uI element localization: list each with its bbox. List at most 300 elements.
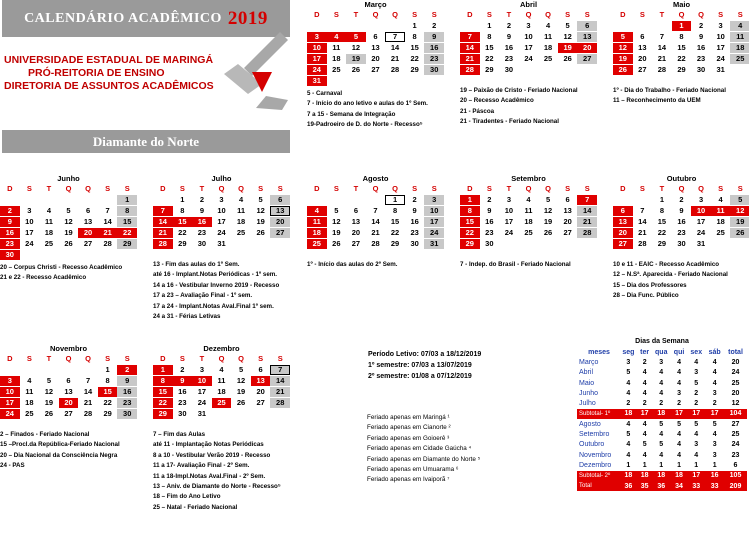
- day-cell: 15: [117, 217, 137, 227]
- weekday-table-value: 18: [619, 471, 638, 481]
- weekday-table-month: Junho: [579, 389, 599, 397]
- weekday-header: S: [277, 354, 283, 363]
- day-cell: 24: [696, 228, 706, 237]
- weekday-table-value: 18: [671, 471, 687, 481]
- day-cell: 29: [153, 409, 173, 419]
- month-notes: [460, 86, 597, 128]
- weekday-header: S: [258, 354, 264, 363]
- day-cell: 4: [238, 195, 244, 204]
- day-cell: 6: [577, 21, 597, 31]
- month-note: 11 a 18-Impl.Notas Aval.Final - 2º Sem.: [153, 472, 266, 480]
- day-cell: 10: [524, 32, 533, 41]
- day-cell: 26: [563, 54, 572, 63]
- day-cell: 11: [25, 387, 34, 396]
- weekday-table-header: ter: [640, 348, 650, 356]
- day-cell: 21: [577, 217, 597, 227]
- weekday-table-header: seg: [622, 348, 635, 356]
- day-cell: 11: [44, 217, 53, 226]
- month-notes: [153, 260, 290, 322]
- day-cell: 29: [677, 65, 686, 74]
- weekday-table-row: [577, 409, 747, 419]
- month-note: 25 – Natal - Feriado Nacional: [153, 503, 238, 511]
- month-note: 24 a 31 - Férias Letivas: [153, 313, 221, 321]
- day-cell: 26: [543, 228, 553, 237]
- weekday-table-month: Maio: [579, 379, 595, 387]
- day-cell: 23: [410, 228, 419, 237]
- weekday-table-value: 4: [677, 451, 681, 459]
- day-cell: 17: [0, 398, 20, 408]
- institution-dept: PRÓ-REITORIA DE ENSINO: [28, 67, 165, 79]
- weekday-table-value: 36: [652, 481, 671, 491]
- day-cell: 24: [197, 398, 207, 407]
- day-cell: 15: [657, 217, 667, 226]
- month-grid: [613, 10, 749, 75]
- day-cell: 19: [236, 387, 246, 396]
- day-cell: 12: [730, 206, 749, 216]
- weekday-table-value: 4: [642, 369, 647, 377]
- weekday-table-value: 3: [712, 389, 717, 397]
- day-cell: 4: [718, 195, 723, 204]
- day-cell: 30: [485, 239, 494, 248]
- weekday-table-value: 5: [677, 420, 681, 428]
- month-grid: [460, 10, 597, 75]
- day-cell: 10: [217, 206, 226, 215]
- weekday-table-month: Dezembro: [579, 461, 612, 469]
- weekday-table-value: 5: [626, 369, 631, 377]
- weekday-table-value: 4: [694, 358, 699, 366]
- weekday-table-value: 5: [712, 420, 717, 428]
- month-note: 1º - Dia do Trabalho - Feriado Nacional: [613, 87, 726, 94]
- empty-day-cell: [327, 195, 347, 205]
- day-cell: 27: [256, 398, 265, 407]
- day-cell: 10: [307, 43, 327, 53]
- empty-day-cell: [460, 21, 480, 31]
- day-cell: 22: [178, 228, 187, 237]
- day-cell: 18: [307, 228, 327, 238]
- day-cell: 9: [117, 376, 137, 386]
- weekday-table-value: 4: [677, 369, 681, 377]
- month-grid: [307, 184, 444, 249]
- day-cell: 21: [270, 387, 290, 397]
- month-grid: [0, 354, 137, 419]
- weekday-table-value: 18: [652, 409, 671, 419]
- day-cell: 26: [236, 398, 246, 407]
- day-cell: 16: [504, 43, 514, 52]
- weekday-table-month: Setembro: [579, 431, 610, 439]
- day-cell: 16: [410, 217, 419, 226]
- weekday-table-value: 23: [731, 451, 740, 459]
- month-name: Julho: [211, 174, 232, 183]
- day-cell: 13: [83, 217, 93, 226]
- day-cell: 13: [371, 43, 380, 52]
- day-cell: 1: [487, 21, 492, 30]
- weekday-header: Q: [218, 354, 225, 363]
- day-cell: 20: [270, 217, 290, 227]
- weekday-table-value: 4: [659, 389, 664, 397]
- day-cell: 25: [25, 409, 34, 418]
- weekday-header: S: [124, 354, 130, 363]
- weekday-header: S: [105, 354, 111, 363]
- day-cell: 14: [638, 217, 647, 226]
- day-cell: 11: [237, 206, 246, 215]
- day-cell: 23: [0, 239, 20, 249]
- day-cell: 13: [351, 217, 361, 226]
- local-holiday-item: Feriado apenas em Cidade Gaúcha ⁴: [367, 445, 472, 453]
- weekday-table-value: 2: [626, 400, 631, 408]
- weekday-table-value: 3: [659, 358, 664, 366]
- day-cell: 11: [332, 43, 341, 52]
- weekday-table-value: 2: [659, 400, 664, 408]
- day-cell: 20: [638, 54, 647, 63]
- weekday-table-month: Agosto: [579, 420, 601, 428]
- day-cell: 30: [424, 65, 444, 75]
- weekday-table-header-row: [577, 347, 747, 357]
- day-cell: 23: [178, 398, 187, 407]
- day-cell: 27: [83, 239, 93, 248]
- weekday-table-value: 3: [694, 441, 699, 449]
- weekday-table-value: 3: [694, 369, 699, 377]
- day-cell: 7: [640, 206, 645, 215]
- day-cell: 4: [526, 195, 531, 204]
- weekday-table-row: [577, 471, 747, 481]
- weekday-table-value: 4: [712, 369, 717, 377]
- day-cell: 26: [730, 228, 749, 238]
- weekday-table-value: 2: [694, 389, 699, 397]
- day-cell: 15: [460, 217, 480, 227]
- weekday-header: T: [506, 184, 512, 193]
- day-cell: 18: [44, 228, 54, 237]
- day-cell: 1: [412, 21, 417, 30]
- day-cell: 7: [153, 206, 173, 216]
- weekday-table-row: [577, 378, 747, 388]
- day-cell: 16: [677, 217, 686, 226]
- weekday-header: D: [620, 184, 626, 193]
- periodo-sem2: 2º semestre: 01/08 a 07/12/2019: [368, 373, 472, 380]
- calendar-year: 2019: [227, 7, 268, 29]
- weekday-table-row: [577, 419, 747, 429]
- empty-day-cell: [613, 195, 633, 205]
- month-note: 17 a 24 - Implant.Notas Aval.Final 1º sem.: [153, 302, 274, 310]
- weekday-table-value: 4: [642, 389, 647, 397]
- day-cell: 8: [153, 376, 173, 386]
- weekday-table-header: qua: [655, 348, 668, 356]
- empty-day-cell: [98, 195, 118, 205]
- day-cell: 13: [251, 376, 271, 386]
- day-cell: 25: [543, 54, 553, 63]
- weekday-table-value: 2: [677, 400, 681, 408]
- day-cell: 7: [85, 376, 91, 385]
- day-cell: 21: [657, 54, 667, 63]
- day-cell: 2: [412, 195, 417, 204]
- day-cell: 13: [64, 387, 73, 396]
- local-holiday-item: Feriado apenas em Cianorte ²: [367, 424, 451, 432]
- day-cell: 5: [46, 376, 51, 385]
- day-cell: 23: [197, 228, 207, 237]
- month-note: 13 – Aniv. de Diamante do Norte - Recesso⁵: [153, 483, 281, 491]
- day-cell: 15: [677, 43, 686, 52]
- weekday-count-table: [577, 337, 747, 491]
- weekday-table-row: [577, 450, 747, 460]
- day-cell: 8: [117, 206, 137, 216]
- weekday-table-value: 4: [659, 379, 664, 387]
- day-cell: 2: [199, 195, 204, 204]
- empty-day-cell: [307, 21, 327, 31]
- weekday-header: D: [160, 184, 166, 193]
- day-cell: 31: [307, 76, 327, 86]
- day-cell: 7: [460, 32, 480, 42]
- month-note: 5 - Carnaval: [307, 90, 343, 97]
- day-cell: 2: [506, 21, 511, 30]
- institution-directorate: DIRETORIA DE ASSUNTOS ACADÊMICOS: [4, 80, 214, 92]
- weekday-table-value: 24: [731, 441, 740, 449]
- day-cell: 19: [256, 217, 265, 226]
- month-note: 7 - Indep. do Brasil - Feriado Nacional: [460, 261, 571, 268]
- weekday-table-value: 17: [687, 471, 705, 481]
- local-holidays-list: [367, 413, 480, 486]
- day-cell: 12: [236, 376, 246, 385]
- day-cell: 29: [485, 65, 494, 74]
- weekday-table-row: [577, 368, 747, 378]
- weekday-header: S: [584, 184, 590, 193]
- weekday-table-row: [577, 440, 747, 450]
- month-grid: [460, 184, 597, 249]
- month-note: 20 – Dia Nacional da Consciência Negra: [0, 451, 118, 459]
- day-cell: 27: [351, 239, 361, 248]
- empty-day-cell: [307, 195, 327, 205]
- month-calendar: [153, 174, 290, 322]
- day-cell: 5: [346, 32, 366, 42]
- weekday-header: D: [467, 184, 473, 193]
- day-cell: 24: [307, 65, 327, 75]
- weekday-table-value: 34: [671, 481, 687, 491]
- day-cell: 1: [105, 365, 110, 374]
- day-cell: 30: [0, 250, 20, 260]
- day-cell: 11: [307, 217, 327, 227]
- month-note: 2 – Finados - Feriado Nacional: [0, 431, 90, 438]
- weekday-header: Q: [65, 354, 72, 363]
- weekday-header: T: [353, 10, 359, 19]
- weekday-table-value: 12: [731, 400, 740, 408]
- weekday-table-value: 4: [694, 431, 699, 439]
- day-cell: 16: [424, 43, 444, 53]
- day-cell: 8: [412, 32, 417, 41]
- day-cell: 23: [696, 54, 706, 63]
- day-cell: 3: [424, 195, 444, 205]
- empty-day-cell: [366, 21, 386, 31]
- day-cell: 2: [487, 195, 492, 204]
- month-calendar: [307, 174, 444, 270]
- weekday-header: Q: [65, 184, 72, 193]
- weekday-table-value: 4: [677, 431, 681, 439]
- day-cell: 24: [0, 409, 20, 419]
- weekday-header: D: [7, 354, 13, 363]
- weekday-table-value: 4: [659, 369, 664, 377]
- empty-day-cell: [327, 21, 347, 31]
- day-cell: 28: [270, 398, 290, 408]
- weekday-table-value: 1: [694, 461, 699, 469]
- weekday-table-value: 1: [659, 461, 664, 469]
- month-note: 7 a 15 - Semana de Integração: [307, 110, 396, 118]
- month-calendar: [613, 174, 749, 302]
- day-cell: 17: [424, 217, 444, 227]
- weekday-header: D: [7, 184, 13, 193]
- day-cell: 14: [577, 206, 597, 216]
- weekday-table-value: 3: [712, 441, 717, 449]
- month-name: Março: [364, 0, 387, 9]
- day-cell: 7: [270, 365, 290, 375]
- month-note: até 11 - Implantação Notas Periódicas: [153, 441, 264, 449]
- empty-day-cell: [366, 195, 386, 205]
- weekday-table-value: 4: [677, 358, 681, 366]
- month-grid: [307, 10, 444, 86]
- institution-name: UNIVERSIDADE ESTADUAL DE MARINGÁ: [4, 54, 214, 66]
- weekday-table-value: 25: [731, 431, 740, 439]
- day-cell: 14: [83, 387, 93, 396]
- day-cell: 24: [716, 54, 725, 63]
- weekday-table-value: 4: [642, 431, 647, 439]
- weekday-table-value: 17: [687, 409, 705, 419]
- day-cell: 27: [371, 65, 380, 74]
- day-cell: 21: [638, 228, 647, 237]
- weekday-header: Q: [525, 184, 532, 193]
- day-cell: 2: [0, 206, 20, 216]
- weekday-header: Q: [392, 184, 398, 193]
- periodo-letivo-block: [368, 349, 481, 382]
- day-cell: 29: [117, 239, 137, 249]
- weekday-header: S: [277, 184, 283, 193]
- day-cell: 10: [504, 206, 514, 215]
- day-cell: 28: [638, 239, 647, 248]
- day-cell: 26: [64, 239, 73, 248]
- month-note: 20 – Corpus Christi - Recesso Acadêmico: [0, 264, 123, 271]
- day-cell: 1: [659, 195, 664, 204]
- day-cell: 2: [180, 365, 185, 374]
- month-notes: [613, 86, 749, 107]
- weekday-table-value: 35: [638, 481, 652, 491]
- day-cell: 3: [199, 365, 204, 374]
- day-cell: 2: [432, 21, 437, 30]
- weekday-table-value: 4: [626, 451, 631, 459]
- day-cell: 23: [677, 228, 686, 237]
- day-cell: 19: [730, 217, 749, 227]
- day-cell: 6: [258, 365, 263, 374]
- day-cell: 30: [696, 65, 706, 74]
- day-cell: 19: [64, 228, 73, 237]
- campus-banner: [2, 130, 290, 153]
- day-cell: 3: [27, 206, 32, 215]
- weekday-table-value: 1: [642, 461, 647, 469]
- month-calendar: [0, 174, 137, 284]
- day-cell: 4: [219, 365, 224, 374]
- empty-day-cell: [39, 365, 59, 375]
- day-cell: 31: [424, 239, 444, 249]
- month-note: 1º - Início das aulas do 2º Sem.: [307, 261, 398, 268]
- weekday-header: Q: [392, 10, 398, 19]
- month-notes: [307, 89, 444, 131]
- weekday-table-value: 4: [642, 379, 647, 387]
- day-cell: 16: [696, 43, 706, 52]
- day-cell: 13: [613, 217, 633, 227]
- empty-day-cell: [153, 195, 173, 205]
- weekday-table-title: Dias da Semana: [635, 338, 689, 345]
- day-cell: 12: [332, 217, 341, 226]
- weekday-table-value: 1: [677, 461, 681, 469]
- weekday-table-value: 4: [659, 431, 664, 439]
- month-note: 12 – N.Sª. Aparecida - Feriado Nacional: [613, 271, 728, 279]
- weekday-header: S: [105, 184, 111, 193]
- day-cell: 9: [173, 376, 193, 386]
- month-note: 8 a 10 - Vestibular Verão 2019 - Recesso: [153, 451, 271, 459]
- day-cell: 17: [217, 217, 226, 226]
- weekday-header: T: [659, 10, 665, 19]
- day-cell: 5: [258, 195, 263, 204]
- weekday-header: S: [179, 184, 185, 193]
- day-cell: 3: [698, 195, 704, 204]
- month-grid: [153, 184, 290, 249]
- day-cell: 4: [46, 206, 51, 215]
- day-cell: 1: [672, 21, 692, 31]
- day-cell: 20: [351, 228, 361, 237]
- weekday-table-month: Novembro: [579, 451, 612, 459]
- weekday-header: Q: [85, 184, 91, 193]
- day-cell: 11: [217, 376, 226, 385]
- day-cell: 15: [98, 387, 118, 397]
- month-note: 7 - Início do ano letivo e aulas do 1º Sem.: [307, 100, 428, 108]
- day-cell: 14: [371, 217, 380, 226]
- day-cell: 18: [332, 54, 341, 63]
- weekday-table-value: 4: [626, 420, 631, 428]
- day-cell: 14: [270, 376, 290, 386]
- day-cell: 11: [524, 206, 533, 215]
- weekday-table-value: 105: [724, 471, 747, 481]
- month-note: até 16 - Implant.Notas Periódicas - 1º sem.: [153, 271, 277, 279]
- day-cell: 6: [270, 195, 290, 205]
- day-cell: 30: [410, 239, 419, 248]
- weekday-header: S: [412, 10, 418, 19]
- day-cell: 31: [197, 409, 207, 418]
- weekday-table-value: 4: [626, 379, 631, 387]
- weekday-table-month: Subtotal- 2º: [577, 471, 619, 481]
- weekday-table-row: [577, 388, 747, 398]
- day-cell: 29: [390, 239, 400, 248]
- day-cell: 25: [716, 228, 725, 237]
- month-notes: [153, 430, 290, 513]
- day-cell: 20: [563, 217, 572, 226]
- weekday-table-value: 2: [712, 400, 717, 408]
- weekday-table-value: 4: [712, 379, 717, 387]
- weekday-header: Q: [545, 184, 551, 193]
- weekday-header: D: [314, 184, 320, 193]
- weekday-header: Q: [85, 354, 91, 363]
- day-cell: 12: [351, 43, 361, 52]
- weekday-table-row: [577, 357, 747, 367]
- weekday-header: Q: [525, 10, 532, 19]
- day-cell: 22: [117, 228, 137, 238]
- day-cell: 10: [691, 206, 711, 216]
- day-cell: 11: [544, 32, 553, 41]
- day-cell: 18: [716, 217, 725, 226]
- day-cell: 6: [640, 32, 645, 41]
- month-notes: [0, 430, 137, 472]
- day-cell: 5: [545, 195, 551, 204]
- month-note: 7 – Fim das Aulas: [153, 431, 206, 438]
- day-cell: 25: [236, 228, 246, 237]
- day-cell: 5: [66, 206, 71, 215]
- day-cell: 27: [64, 409, 73, 418]
- day-cell: 26: [613, 65, 633, 75]
- weekday-header: T: [659, 184, 665, 193]
- month-grid: [613, 184, 749, 249]
